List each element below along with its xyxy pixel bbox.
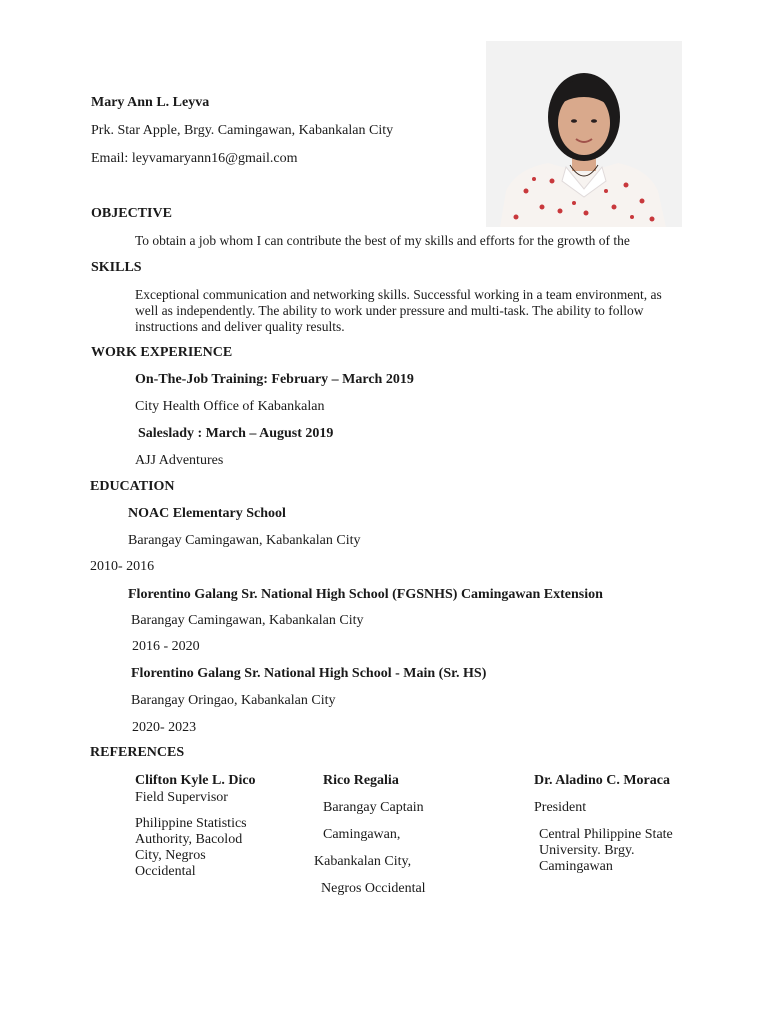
reference-name: Rico Regalia	[323, 773, 399, 788]
applicant-email: Email: leyvamaryann16@gmail.com	[91, 151, 298, 166]
work-item-place: AJJ Adventures	[135, 453, 224, 468]
skills-heading: SKILLS	[91, 260, 142, 275]
work-heading: WORK EXPERIENCE	[91, 345, 233, 360]
education-place: Barangay Camingawan, Kabankalan City	[128, 533, 361, 548]
education-place: Barangay Oringao, Kabankalan City	[131, 693, 336, 708]
education-school: Florentino Galang Sr. National High School - Main (Sr. HS)	[131, 666, 487, 681]
reference-position: President	[534, 800, 587, 815]
education-place: Barangay Camingawan, Kabankalan City	[131, 613, 364, 628]
portrait-image	[486, 41, 682, 227]
skills-text: Exceptional communication and networking skills. Successful working in a team environment, as well as independently. The ability to work under pressure and multi-task. The ability to follow instructions and deliver quality results.	[135, 287, 662, 334]
objective-heading: OBJECTIVE	[91, 206, 172, 221]
references-heading: REFERENCES	[90, 745, 185, 760]
reference-org-line: Kabankalan City,	[314, 854, 412, 869]
education-school: NOAC Elementary School	[128, 506, 286, 521]
education-years: 2010- 2016	[90, 559, 155, 574]
work-item-title: Saleslady : March – August 2019	[138, 426, 334, 441]
reference-name: Clifton Kyle L. Dico	[135, 773, 256, 788]
education-years: 2016 - 2020	[132, 639, 200, 654]
reference-org-line: Negros Occidental	[321, 881, 426, 896]
education-school: Florentino Galang Sr. National High School (FGSNHS) Camingawan Extension	[128, 587, 603, 602]
applicant-address: Prk. Star Apple, Brgy. Camingawan, Kabankalan City	[91, 123, 394, 138]
education-heading: EDUCATION	[90, 479, 175, 494]
reference-org-line: Camingawan,	[323, 827, 401, 842]
photo-eye-right	[591, 119, 597, 123]
applicant-name: Mary Ann L. Leyva	[91, 95, 210, 110]
work-item-title: On-The-Job Training: February – March 2019	[135, 372, 414, 387]
objective-text: To obtain a job whom I can contribute the best of my skills and efforts for the growth of the	[135, 233, 630, 248]
reference-org: Central Philippine State University. Brgy. Camingawan	[539, 827, 673, 874]
work-item-place: City Health Office of Kabankalan	[135, 399, 325, 414]
reference-name: Dr. Aladino C. Moraca	[534, 773, 670, 788]
reference-position: Barangay Captain	[323, 800, 424, 815]
reference-position: Field Supervisor	[135, 790, 228, 805]
reference-org: Philippine Statistics Authority, Bacolod City, Negros Occidental	[135, 816, 247, 879]
photo-eye-left	[571, 119, 577, 123]
education-years: 2020- 2023	[132, 720, 197, 735]
applicant-photo	[486, 41, 682, 227]
